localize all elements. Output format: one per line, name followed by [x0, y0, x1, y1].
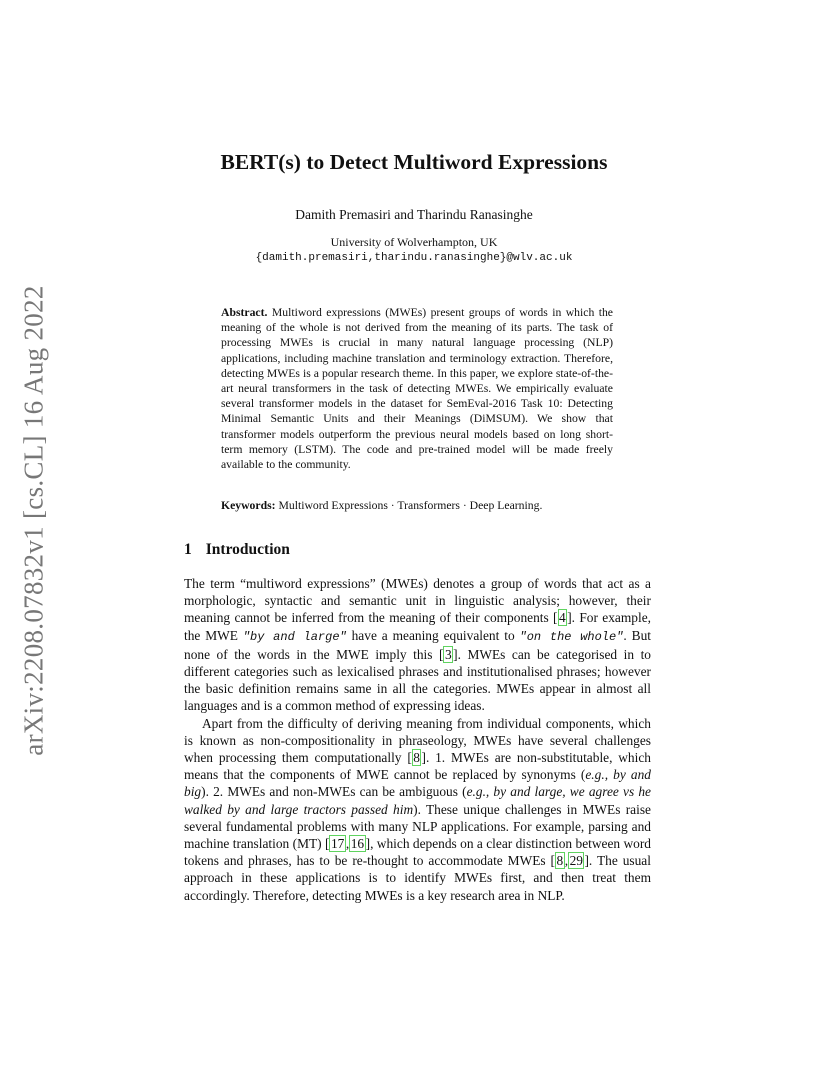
citation-link[interactable]: [558, 609, 568, 626]
abstract: [221, 305, 613, 472]
paper-title: BERT(s) to Detect Multiword Expressions: [220, 150, 608, 174]
text-run: ). These unique challenges in MWEs raise several fundamental problems with many NLP applications. For example, parsing and machine translation (MT) [: [184, 801, 651, 852]
text-run: . But none of the words in the MWE imply this [: [184, 627, 651, 662]
section-title: Introduction: [205, 541, 290, 558]
quoted-example: "by and large": [242, 629, 347, 644]
section-body: [184, 575, 651, 904]
affiliation-block: [0, 234, 828, 266]
text-run: have a meaning equivalent to: [346, 627, 520, 643]
citation-link[interactable]: [443, 646, 453, 663]
citation-link[interactable]: [329, 835, 345, 852]
citation-link[interactable]: [349, 835, 365, 852]
keywords-label: Keywords:: [221, 499, 276, 512]
paragraph-1: [184, 575, 651, 715]
citation-link[interactable]: [555, 852, 565, 869]
text-run: ], which depends on a clear distinction between word tokens and phrases, has to be re-thought to accommodate MWEs [: [184, 836, 651, 869]
citation-link[interactable]: [568, 852, 584, 869]
citation-number[interactable]: 17: [330, 836, 345, 852]
paper-authors: Damith Premasiri and Tharindu Ranasinghe: [295, 207, 533, 222]
keywords-text: Multiword Expressions · Transformers · Deep Learning.: [278, 499, 543, 512]
citation-number[interactable]: 8: [413, 750, 420, 766]
paragraph-2: [184, 715, 651, 904]
arxiv-identifier: arXiv:2208.07832v1 [cs.CL] 16 Aug 2022: [18, 285, 49, 756]
text-run: Apart from the difficulty of deriving meaning from individual components, which is known as non-compositionality in phraseology, MWEs have several challenges when processing them computationally [: [184, 715, 651, 766]
citation-number[interactable]: 4: [559, 610, 566, 626]
arxiv-sidebar: [12, 283, 56, 758]
section-heading: [184, 541, 290, 559]
text-run: ]. 1. MWEs are non-substitutable, which means that the components of MWE cannot be replaced by synonyms (: [184, 750, 651, 783]
citation-separator: ,: [345, 836, 350, 852]
text-run: ]. The usual approach in these applications is to identify MWEs first, and then treat them accordingly. Therefore, detecting MWEs is a key research area in NLP.: [184, 853, 651, 903]
abstract-label: Abstract.: [221, 306, 268, 319]
citation-number[interactable]: 3: [444, 646, 452, 662]
quoted-example: "on the whole": [519, 629, 624, 644]
text-run: ]. For example, the MWE: [184, 610, 651, 643]
citation-separator: ,: [564, 853, 569, 869]
affiliation: University of Wolverhampton, UK: [330, 235, 498, 249]
text-run: ). 2. MWEs and non-MWEs can be ambiguous (: [201, 784, 467, 800]
italic-example: e.g., by and large, we agree vs he walked by and large tractors passed him: [184, 784, 651, 817]
citation-number[interactable]: 8: [556, 853, 564, 869]
text-run: ]. MWEs can be categorised in to different categories such as lexicalised phrases and institutionalised phrases; however the basic definition remains same in all the categories. MWEs appear in almost all languages and is a common method of expressing ideas.: [184, 646, 651, 714]
text-run: The term “multiword expressions” (MWEs) denotes a group of words that act as a morphologic, syntactic and semantic unit in linguistic analysis; however, their meaning cannot be inferred from the meaning of their components [: [184, 576, 651, 626]
citation-number[interactable]: 29: [569, 853, 583, 869]
author-email: {damith.premasiri,tharindu.ranasinghe}@wlv.ac.uk: [255, 252, 573, 264]
abstract-text: Multiword expressions (MWEs) present groups of words in which the meaning of the whole is not derived from the meaning of its parts. The task of processing MWEs is crucial in many natural language processing (NLP) applications, including machine translation and terminology extraction. Therefore, detecting MWEs is a popular research theme. In this paper, we explore state-of-the-art neural transformers in the task of detecting MWEs. We empirically evaluate several transformer models in the dataset for SemEval-2016 Task 10: Detecting Minimal Semantic Units and their Meanings (DiMSUM). We show that transformer models outperform the previous neural models based on long short-term memory (LSTM). The code and pre-trained model will be made freely available to the community.: [221, 306, 613, 472]
keywords: [221, 498, 613, 513]
citation-number[interactable]: 16: [350, 836, 365, 852]
section-number: 1: [184, 541, 192, 558]
italic-example: e.g., by and big: [184, 767, 651, 800]
